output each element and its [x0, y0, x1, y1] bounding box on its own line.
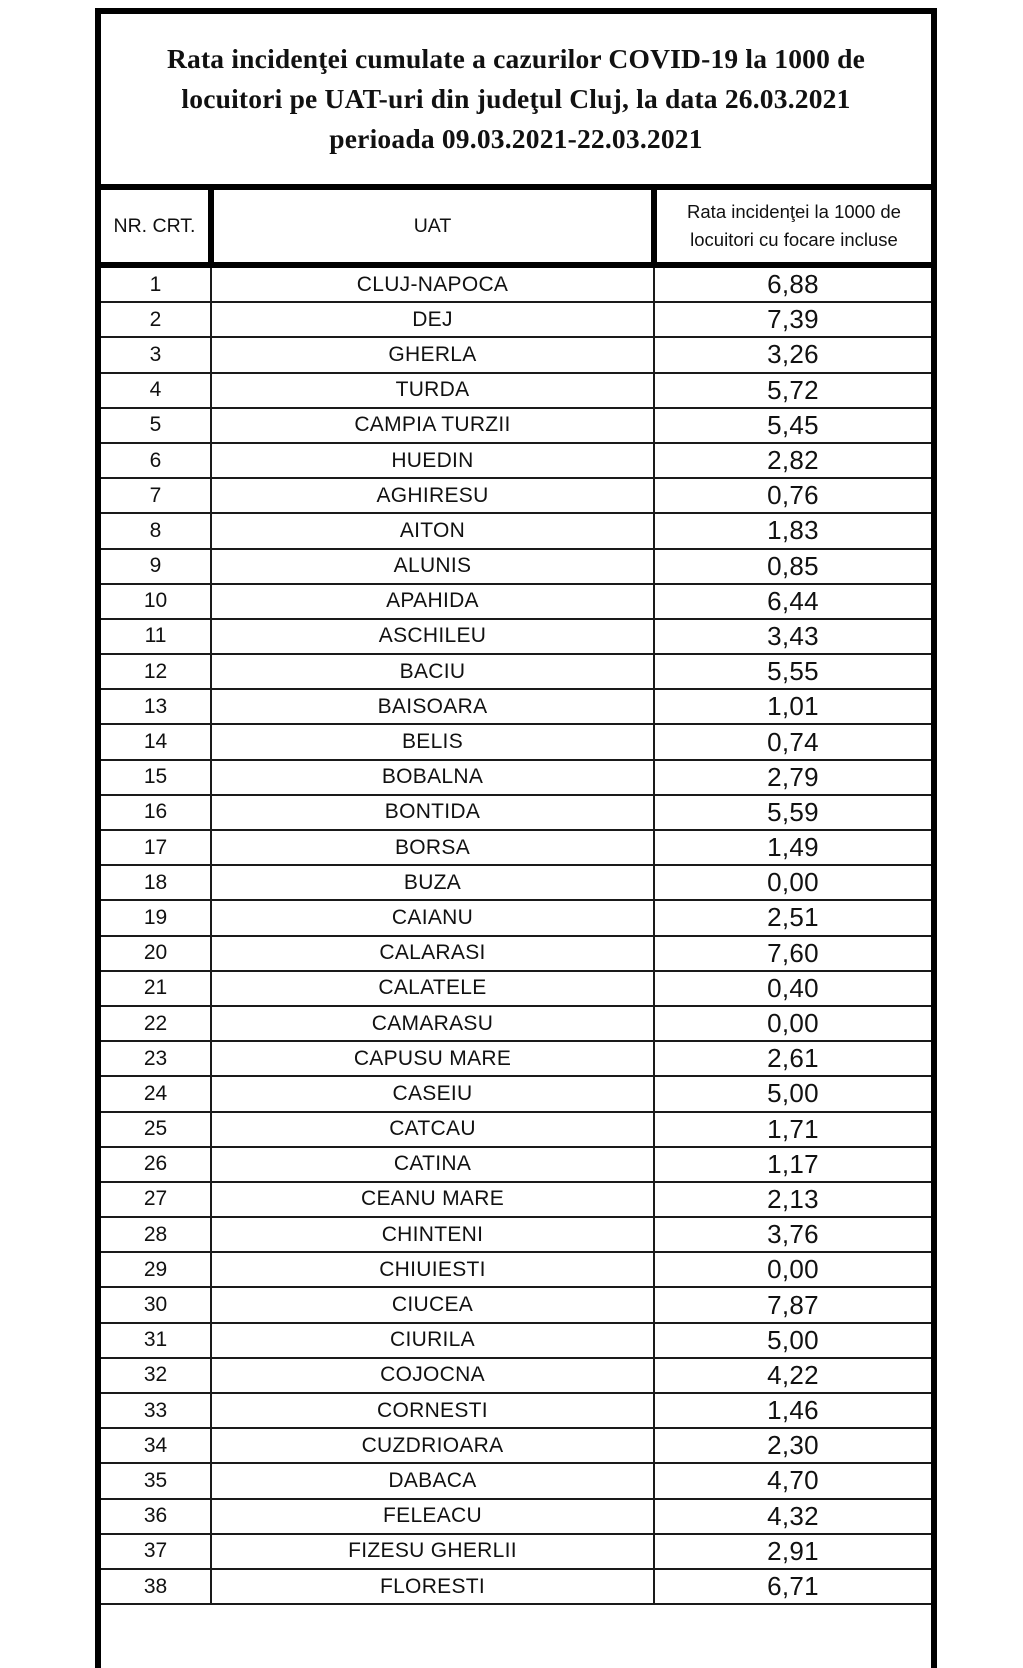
table-row [101, 689, 931, 724]
row-number: 12 [101, 654, 211, 689]
row-uat-name: CAMARASU [211, 1006, 654, 1041]
row-uat-name: COJOCNA [211, 1358, 654, 1393]
row-number: 10 [101, 584, 211, 619]
title-line-2: locuitori pe UAT-uri din judeţul Cluj, la data 26.03.2021 [181, 83, 851, 114]
table-body [101, 265, 931, 1604]
row-number: 21 [101, 971, 211, 1006]
table-row [101, 408, 931, 443]
table-row [101, 337, 931, 372]
row-incidence-rate: 1,83 [654, 513, 931, 548]
row-incidence-rate: 0,00 [654, 865, 931, 900]
table-row [101, 1358, 931, 1393]
row-incidence-rate: 0,00 [654, 1252, 931, 1287]
row-number: 25 [101, 1112, 211, 1147]
row-incidence-rate: 3,76 [654, 1217, 931, 1252]
row-incidence-rate: 3,43 [654, 619, 931, 654]
row-number: 28 [101, 1217, 211, 1252]
row-incidence-rate: 5,72 [654, 373, 931, 408]
table-row [101, 619, 931, 654]
row-uat-name: CALATELE [211, 971, 654, 1006]
row-uat-name: CIUCEA [211, 1287, 654, 1322]
row-incidence-rate: 2,13 [654, 1182, 931, 1217]
row-number: 17 [101, 830, 211, 865]
row-incidence-rate: 5,00 [654, 1076, 931, 1111]
row-number: 36 [101, 1499, 211, 1534]
row-incidence-rate: 6,44 [654, 584, 931, 619]
row-incidence-rate: 5,45 [654, 408, 931, 443]
row-number: 34 [101, 1428, 211, 1463]
row-incidence-rate: 0,76 [654, 478, 931, 513]
row-incidence-rate: 2,79 [654, 760, 931, 795]
row-number: 29 [101, 1252, 211, 1287]
row-incidence-rate: 0,85 [654, 549, 931, 584]
table-row [101, 654, 931, 689]
document-sheet [95, 8, 937, 1668]
row-incidence-rate: 7,87 [654, 1287, 931, 1322]
row-uat-name: ASCHILEU [211, 619, 654, 654]
row-incidence-rate: 2,61 [654, 1041, 931, 1076]
row-uat-name: CAPUSU MARE [211, 1041, 654, 1076]
row-number: 35 [101, 1463, 211, 1498]
table-row [101, 1534, 931, 1569]
row-uat-name: CEANU MARE [211, 1182, 654, 1217]
row-incidence-rate: 0,40 [654, 971, 931, 1006]
row-uat-name: CAMPIA TURZII [211, 408, 654, 443]
row-uat-name: FELEACU [211, 1499, 654, 1534]
row-number: 30 [101, 1287, 211, 1322]
row-number: 23 [101, 1041, 211, 1076]
row-uat-name: DEJ [211, 302, 654, 337]
table-row [101, 900, 931, 935]
row-uat-name: BONTIDA [211, 795, 654, 830]
row-uat-name: CIURILA [211, 1323, 654, 1358]
row-incidence-rate: 5,00 [654, 1323, 931, 1358]
row-number: 22 [101, 1006, 211, 1041]
table-row [101, 1182, 931, 1217]
row-uat-name: TURDA [211, 373, 654, 408]
row-number: 20 [101, 936, 211, 971]
row-incidence-rate: 4,70 [654, 1463, 931, 1498]
row-number: 18 [101, 865, 211, 900]
row-number: 9 [101, 549, 211, 584]
row-uat-name: BELIS [211, 724, 654, 759]
row-uat-name: GHERLA [211, 337, 654, 372]
row-uat-name: CASEIU [211, 1076, 654, 1111]
table-row [101, 1112, 931, 1147]
row-uat-name: DABACA [211, 1463, 654, 1498]
row-uat-name: BORSA [211, 830, 654, 865]
row-uat-name: AGHIRESU [211, 478, 654, 513]
header-row [101, 190, 931, 265]
row-number: 27 [101, 1182, 211, 1217]
incidence-table [101, 190, 931, 1605]
header-rate-line-2: locuitori cu focare incluse [690, 229, 898, 250]
row-uat-name: FIZESU GHERLII [211, 1534, 654, 1569]
row-incidence-rate: 4,32 [654, 1499, 931, 1534]
table-row [101, 302, 931, 337]
table-row [101, 1463, 931, 1498]
row-uat-name: APAHIDA [211, 584, 654, 619]
row-uat-name: FLORESTI [211, 1569, 654, 1604]
table-row [101, 1499, 931, 1534]
table-row [101, 1393, 931, 1428]
row-incidence-rate: 2,91 [654, 1534, 931, 1569]
row-uat-name: CATCAU [211, 1112, 654, 1147]
row-incidence-rate: 2,82 [654, 443, 931, 478]
header-nr-crt: NR. CRT. [101, 190, 211, 265]
title-box [101, 14, 931, 190]
row-number: 1 [101, 265, 211, 302]
header-rate-line-1: Rata incidenţei la 1000 de [687, 201, 901, 222]
row-number: 24 [101, 1076, 211, 1111]
row-incidence-rate: 0,00 [654, 1006, 931, 1041]
row-number: 33 [101, 1393, 211, 1428]
row-incidence-rate: 1,71 [654, 1112, 931, 1147]
row-incidence-rate: 7,39 [654, 302, 931, 337]
table-row [101, 265, 931, 302]
table-row [101, 971, 931, 1006]
row-number: 37 [101, 1534, 211, 1569]
row-number: 6 [101, 443, 211, 478]
table-row [101, 1569, 931, 1604]
row-incidence-rate: 7,60 [654, 936, 931, 971]
row-incidence-rate: 0,74 [654, 724, 931, 759]
row-incidence-rate: 3,26 [654, 337, 931, 372]
row-incidence-rate: 5,55 [654, 654, 931, 689]
table-row [101, 795, 931, 830]
table-row [101, 478, 931, 513]
row-uat-name: AITON [211, 513, 654, 548]
row-incidence-rate: 6,71 [654, 1569, 931, 1604]
row-number: 3 [101, 337, 211, 372]
table-row [101, 724, 931, 759]
row-number: 16 [101, 795, 211, 830]
row-number: 2 [101, 302, 211, 337]
row-uat-name: CHIUIESTI [211, 1252, 654, 1287]
row-uat-name: BOBALNA [211, 760, 654, 795]
table-header [101, 190, 931, 265]
row-uat-name: CUZDRIOARA [211, 1428, 654, 1463]
table-row [101, 1252, 931, 1287]
row-uat-name: CALARASI [211, 936, 654, 971]
row-uat-name: BUZA [211, 865, 654, 900]
row-incidence-rate: 1,49 [654, 830, 931, 865]
table-row [101, 1041, 931, 1076]
table-row [101, 1428, 931, 1463]
row-number: 7 [101, 478, 211, 513]
table-row [101, 1006, 931, 1041]
table-row [101, 830, 931, 865]
table-row [101, 1147, 931, 1182]
table-row [101, 1287, 931, 1322]
table-row [101, 443, 931, 478]
row-uat-name: BACIU [211, 654, 654, 689]
row-incidence-rate: 2,51 [654, 900, 931, 935]
row-uat-name: CAIANU [211, 900, 654, 935]
row-uat-name: CHINTENI [211, 1217, 654, 1252]
row-number: 13 [101, 689, 211, 724]
row-number: 38 [101, 1569, 211, 1604]
table-row [101, 1076, 931, 1111]
row-incidence-rate: 1,17 [654, 1147, 931, 1182]
table-row [101, 373, 931, 408]
table-row [101, 584, 931, 619]
row-incidence-rate: 6,88 [654, 265, 931, 302]
row-number: 8 [101, 513, 211, 548]
row-incidence-rate: 5,59 [654, 795, 931, 830]
document-title [167, 39, 865, 159]
table-row [101, 865, 931, 900]
row-number: 31 [101, 1323, 211, 1358]
title-line-1: Rata incidenţei cumulate a cazurilor COVID-19 la 1000 de [166, 43, 866, 74]
row-number: 19 [101, 900, 211, 935]
row-number: 5 [101, 408, 211, 443]
row-uat-name: BAISOARA [211, 689, 654, 724]
row-uat-name: HUEDIN [211, 443, 654, 478]
header-rate [654, 190, 931, 265]
table-row [101, 513, 931, 548]
table-row [101, 760, 931, 795]
row-incidence-rate: 4,22 [654, 1358, 931, 1393]
row-number: 26 [101, 1147, 211, 1182]
row-number: 32 [101, 1358, 211, 1393]
row-incidence-rate: 1,46 [654, 1393, 931, 1428]
row-uat-name: ALUNIS [211, 549, 654, 584]
table-row [101, 549, 931, 584]
table-row [101, 1217, 931, 1252]
row-number: 15 [101, 760, 211, 795]
table-row [101, 936, 931, 971]
row-uat-name: CATINA [211, 1147, 654, 1182]
table-row [101, 1323, 931, 1358]
header-uat: UAT [211, 190, 654, 265]
row-number: 4 [101, 373, 211, 408]
row-number: 14 [101, 724, 211, 759]
title-line-3: perioada 09.03.2021-22.03.2021 [329, 123, 703, 154]
row-uat-name: CLUJ-NAPOCA [211, 265, 654, 302]
row-number: 11 [101, 619, 211, 654]
row-incidence-rate: 2,30 [654, 1428, 931, 1463]
row-incidence-rate: 1,01 [654, 689, 931, 724]
row-uat-name: CORNESTI [211, 1393, 654, 1428]
